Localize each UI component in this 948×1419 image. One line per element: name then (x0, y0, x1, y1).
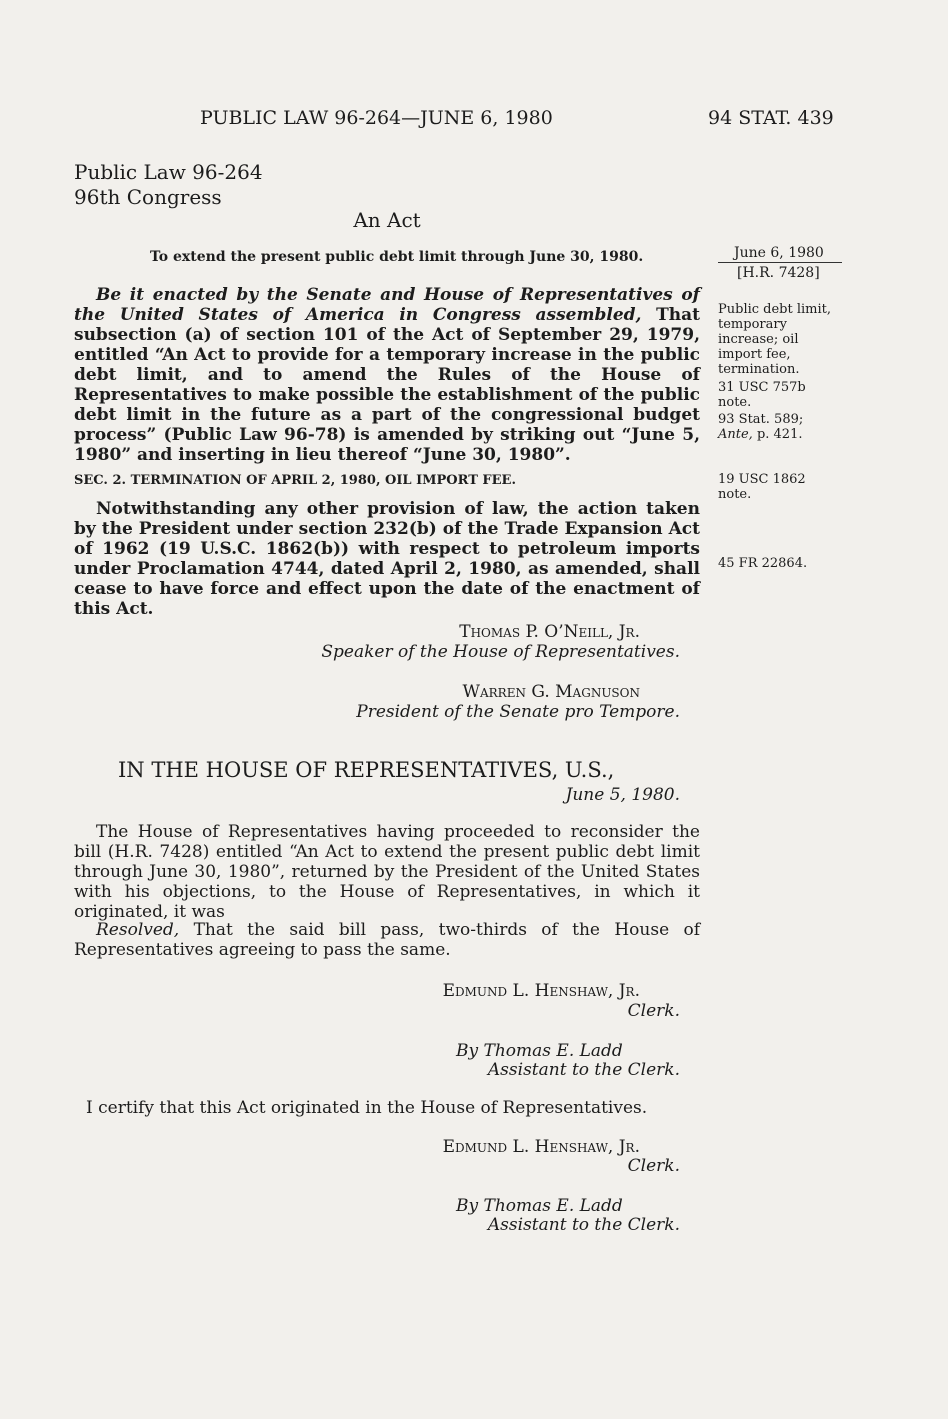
ante-page: p. 421. (752, 427, 803, 442)
sidebar-rule (718, 262, 842, 263)
sidebar-note-ante (718, 427, 846, 442)
cert-by-line: By Thomas E. Ladd (456, 1196, 623, 1216)
resolution-paragraph (74, 920, 700, 960)
sidebar-note-usc-1862: 19 USC 1862 note. (718, 472, 806, 502)
assistant-title: Assistant to the Clerk. (487, 1060, 680, 1080)
section-2-heading: SEC. 2. TERMINATION OF APRIL 2, 1980, OIL IMPORT FEE. (74, 473, 516, 488)
sidebar-bill: [H.R. 7428] (737, 265, 820, 281)
sidebar-date: June 6, 1980 (734, 245, 824, 261)
cert-assistant-title: Assistant to the Clerk. (487, 1215, 680, 1235)
section-1-body: That subsection (a) of section 101 of the Act of September 29, 1979, entitled “An Act to provide for a temporary increase in the public debt limit, and to amend the Rules of the House of Representatives to make possible the establishment of the public debt limit in the future as a part of the congressional budget process” (Public Law 96-78) is amended by striking out “June 5, 1980” and inserting in lieu thereof “June 30, 1980”. (74, 305, 700, 465)
resolved-word: Resolved, (96, 920, 180, 940)
speaker-name: Thomas P. O’Neill, Jr. (459, 622, 640, 642)
act-purpose: To extend the present public debt limit through June 30, 1980. (150, 249, 644, 265)
clerk-name: Edmund L. Henshaw, Jr. (442, 981, 640, 1001)
speaker-title: Speaker of the House of Representatives. (321, 642, 680, 662)
president-name: Warren G. Magnuson (462, 682, 640, 702)
congress-number: 96th Congress (74, 185, 222, 209)
sidebar-note-stat: 93 Stat. 589; (718, 412, 804, 427)
certification-text: I certify that this Act originated in the House of Representatives. (86, 1098, 648, 1118)
sidebar-note-topic: Public debt limit, temporary increase; oil import fee, termination. (718, 302, 832, 377)
act-title: An Act (353, 208, 421, 232)
clerk-title: Clerk. (627, 1001, 680, 1021)
running-header: PUBLIC LAW 96-264—JUNE 6, 1980 (200, 107, 553, 129)
section-1-text (74, 285, 700, 465)
sidebar-note-fr: 45 FR 22864. (718, 556, 808, 571)
by-line: By Thomas E. Ladd (456, 1041, 623, 1061)
house-date: June 5, 1980. (565, 785, 680, 805)
house-paragraph: The House of Representatives having proceeded to reconsider the bill (H.R. 7428) entitled “An Act to extend the present public debt limit through June 30, 1980”, returned by the President of the United States with his objections, to the House of Representatives, in which it originated, it was (74, 822, 700, 922)
sidebar-note-usc: 31 USC 757b note. (718, 380, 806, 410)
ante-word: Ante, (718, 427, 753, 442)
president-title: President of the Senate pro Tempore. (356, 702, 680, 722)
resolved-text: That the said bill pass, two-thirds of the House of Representatives agreeing to pass the same. (74, 920, 700, 960)
house-heading: IN THE HOUSE OF REPRESENTATIVES, U.S., (118, 758, 615, 782)
public-law-number: Public Law 96-264 (74, 160, 263, 184)
cert-clerk-name: Edmund L. Henshaw, Jr. (442, 1137, 640, 1157)
cert-clerk-title: Clerk. (627, 1156, 680, 1176)
section-2-text: Notwithstanding any other provision of law, the action taken by the President under section 232(b) of the Trade Expansion Act of 1962 (19 U.S.C. 1862(b)) with respect to petroleum imports under Proclamation 4744, dated April 2, 1980, as amended, shall cease to have force and effect upon the date of the enactment of this Act. (74, 499, 700, 619)
statute-page: 94 STAT. 439 (708, 107, 834, 129)
enacting-clause: Be it enacted by the Senate and House of Representatives of the United States of America in Congress assembled, (74, 285, 700, 325)
